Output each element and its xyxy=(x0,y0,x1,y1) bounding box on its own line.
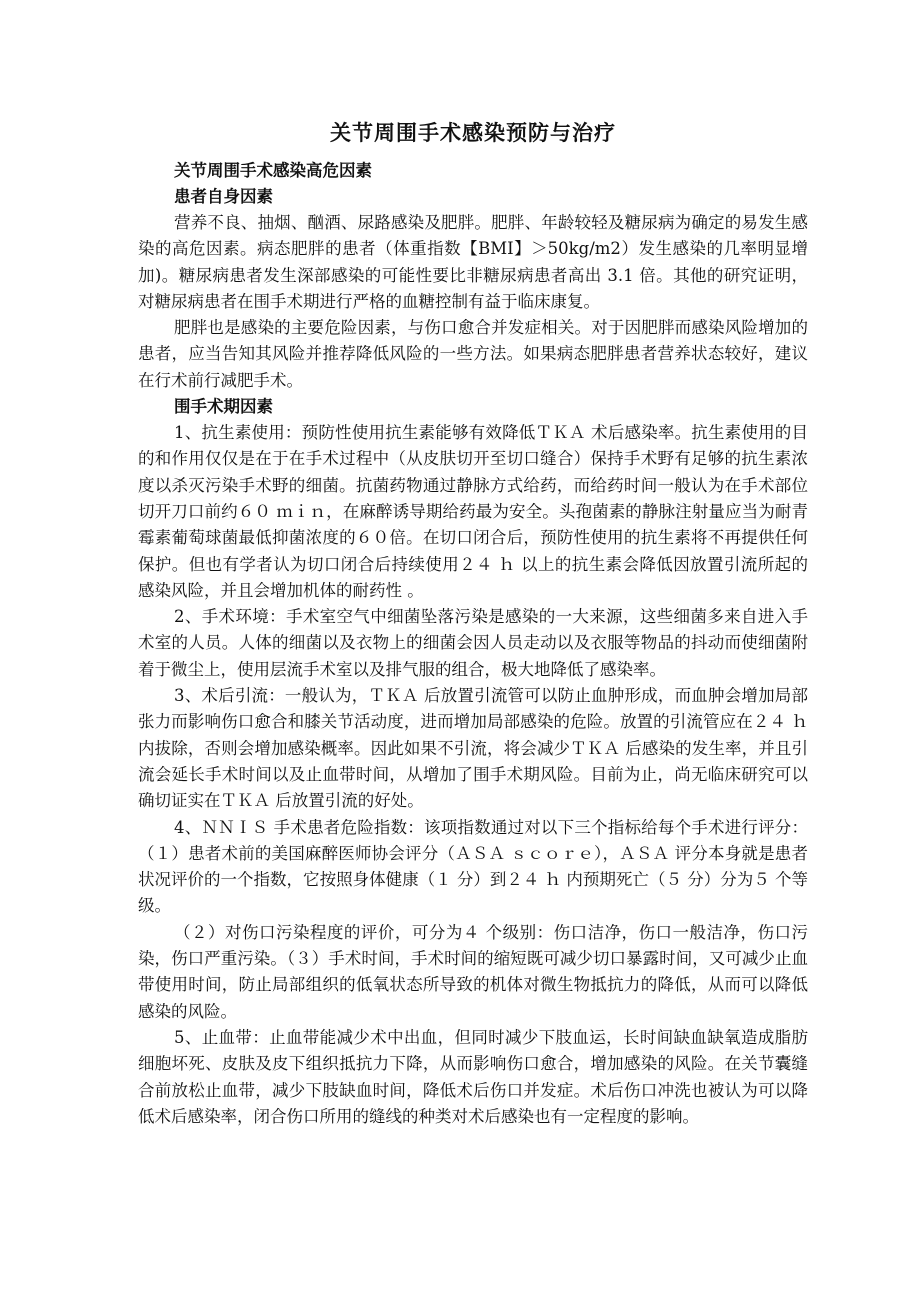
subheading-periop-factors: 围手术期因素 xyxy=(174,397,273,417)
section-heading: 关节周围手术感染高危因素 xyxy=(174,161,372,180)
paragraph-environment: 2、手术环境：手术室空气中细菌坠落污染是感染的一大来源，这些细菌多来自进入手术室的人员。人体的细菌以及衣物上的细菌会因人员走动以及衣服等物品的抖动而使细菌附着于微尘上，使用层流手术室以及排气服的组合，极大地降低了感染率。 xyxy=(138,607,808,679)
paragraph-drainage: 3、术后引流：一般认为，ＴＫＡ 后放置引流管可以防止血肿形成，而血肿会增加局部张力而影响伤口愈合和膝关节活动度，进而增加局部感染的危险。放置的引流管应在２４ ｈ 内拔除，否则会增加感染概率。因此如果不引流，将会减少ＴＫＡ 后感染的发生率，并且引流会延长手术时间以及止血带时间，从增加了围手术期风险。目前为止，尚无临床研究可以确切证实在ＴＫＡ 后放置引流的好处。 xyxy=(138,686,808,811)
document-title: 关节周围手术感染预防与治疗 xyxy=(330,120,616,145)
paragraph-wound-contamination: （２）对伤口污染程度的评价，可分为４ 个级别：伤口洁净，伤口一般洁净，伤口污染，伤口严重污染。（３）手术时间，手术时间的缩短既可减少切口暴露时间，又可减少止血带使用时间，防止局部组织的低氧状态所导致的机体对微生物抵抗力的降低，从而可以降低感染的风险。 xyxy=(138,922,808,1021)
subheading-patient-factors: 患者自身因素 xyxy=(174,187,273,206)
paragraph-patient-1: 营养不良、抽烟、酗酒、尿路感染及肥胖。肥胖、年龄较轻及糖尿病为确定的易发生感染的高危因素。病态肥胖的患者（体重指数【BMI】＞50kg/m2）发生感染的几率明显增加)。糖尿病患者发生深部感染的可能性要比非糖尿病患者高出 3.1 倍。其他的研究证明，对糖尿病患者在围手术期进行严格的血糖控制有益于临床康复。 xyxy=(138,213,808,311)
paragraph-nnis-index: 4、ＮＮＩＳ 手术患者危险指数：该项指数通过对以下三个指标给每个手术进行评分：（１）患者术前的美国麻醉医师协会评分（ＡＳＡ ｓｃｏｒｅ），ＡＳＡ 评分本身就是患者状况评价的一个指数，它按照身体健康（１ 分）到２４ ｈ 内预期死亡（５ 分）分为５ 个等级。 xyxy=(138,817,808,916)
paragraph-patient-2: 肥胖也是感染的主要危险因素，与伤口愈合并发症相关。对于因肥胖而感染风险增加的患者，应当告知其风险并推荐降低风险的一些方法。如果病态肥胖患者营养状态较好，建议在行术前行减肥手术。 xyxy=(138,318,808,390)
paragraph-antibiotics: 1、抗生素使用：预防性使用抗生素能够有效降低ＴＫＡ 术后感染率。抗生素使用的目的和作用仅仅是在于在手术过程中（从皮肤切开至切口缝合）保持手术野有足够的抗生素浓度以杀灭污染手术野的细菌。抗菌药物通过静脉方式给药，而给药时间一般认为在手术部位切开刀口前约６０ ｍｉｎ，在麻醉诱导期给药最为安全。头孢菌素的静脉注射量应当为耐青霉素葡萄球菌最低抑菌浓度的６０倍。在切口闭合后，预防性使用的抗生素将不再提供任何保护。但也有学者认为切口闭合后持续使用２４ ｈ 以上的抗生素会降低因放置引流所起的感染风险，并且会增加机体的耐药性 。 xyxy=(138,423,808,600)
paragraph-tourniquet: 5、止血带：止血带能减少术中出血，但同时减少下肢血运，长时间缺血缺氧造成脂肪细胞坏死、皮肤及皮下组织抵抗力下降，从而影响伤口愈合，增加感染的风险。在关节囊缝合前放松止血带，减少下肢缺血时间，降低术后伤口并发症。术后伤口冲洗也被认为可以降低术后感染率，闭合伤口所用的缝线的种类对术后感染也有一定程度的影响。 xyxy=(138,1027,808,1126)
